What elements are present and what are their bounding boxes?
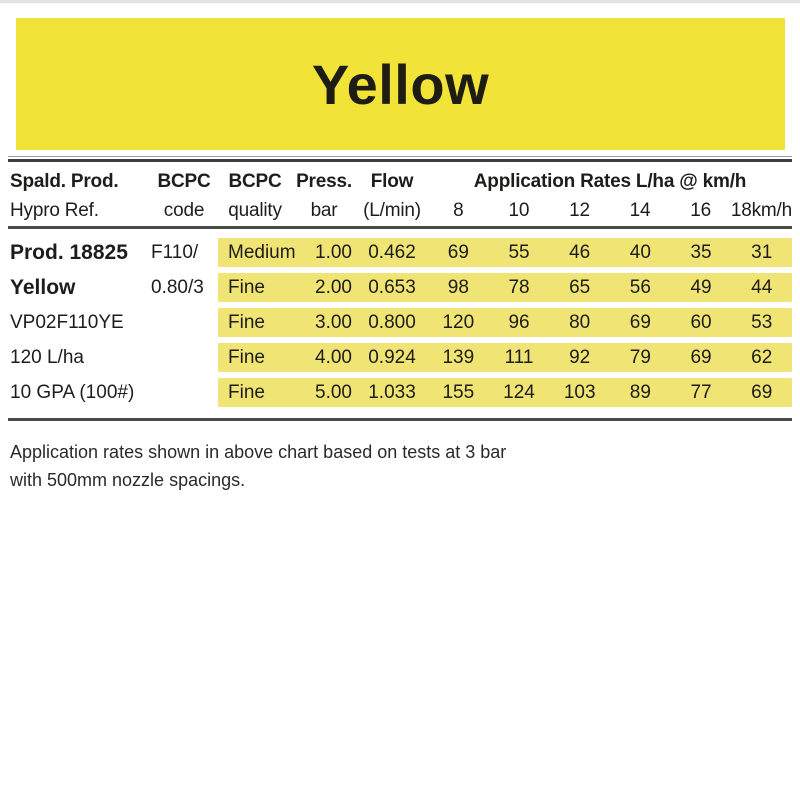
rate-cell: 69 — [447, 242, 469, 263]
rate-cell: 55 — [508, 242, 530, 263]
rate-cell: 53 — [751, 312, 773, 333]
bcpc-code-cell — [150, 343, 218, 372]
pressure-cell: 2.00 — [315, 277, 352, 298]
footnote-line-2: with 500mm nozzle spacings. — [10, 470, 246, 490]
rate-cell: 78 — [508, 277, 530, 298]
row-highlight-band — [218, 378, 792, 407]
header-bcpc-code-line1: BCPC — [157, 170, 211, 192]
pressure-cell: 1.00 — [315, 242, 352, 263]
bcpc-code-cell — [150, 308, 218, 337]
flow-cell: 1.033 — [368, 382, 416, 403]
header-application-rates: Application Rates L/ha @ km/h — [473, 170, 747, 192]
header-speed-8: 8 — [453, 199, 464, 221]
footnote-line-1: Application rates shown in above chart based on tests at 3 bar — [10, 442, 507, 462]
row-label: 120 L/ha — [10, 347, 84, 368]
rate-cell: 60 — [690, 312, 712, 333]
rate-cell: 77 — [690, 382, 712, 403]
header-speed-12: 12 — [569, 199, 590, 221]
rate-cell: 69 — [629, 312, 651, 333]
rate-cell: 49 — [690, 277, 712, 298]
rate-cell: 155 — [442, 382, 475, 403]
table-row — [8, 343, 792, 372]
header-bcpc-quality-line1: BCPC — [228, 170, 282, 192]
footnote — [10, 438, 780, 494]
table-row — [8, 378, 792, 407]
quality-cell: Fine — [228, 312, 265, 333]
quality-cell: Fine — [228, 382, 265, 403]
rate-cell: 124 — [503, 382, 535, 403]
rate-cell: 139 — [442, 347, 475, 368]
row-highlight-band — [218, 308, 792, 337]
rate-cell: 120 — [442, 312, 475, 333]
rate-cell: 98 — [447, 277, 469, 298]
row-label: 10 GPA (100#) — [10, 382, 135, 403]
table-body — [8, 238, 792, 413]
table-row — [8, 308, 792, 337]
header-product-line1: Spald. Prod. — [10, 170, 119, 192]
header-bcpc-code-line2: code — [163, 199, 205, 221]
flow-cell: 0.462 — [368, 242, 416, 263]
quality-cell: Fine — [228, 347, 265, 368]
rate-cell: 56 — [629, 277, 651, 298]
pressure-cell: 3.00 — [315, 312, 352, 333]
rate-cell: 103 — [563, 382, 596, 403]
scan-edge-artifact — [0, 0, 800, 3]
bcpc-code-cell: F110/ — [151, 242, 199, 263]
color-banner — [16, 18, 785, 150]
flow-cell: 0.800 — [368, 312, 416, 333]
row-highlight-band — [218, 238, 792, 267]
header-pressure-line1: Press. — [296, 170, 352, 192]
rate-cell: 79 — [629, 347, 651, 368]
rate-cell: 111 — [504, 347, 534, 368]
header-speed-10: 10 — [508, 199, 530, 221]
header-speed-18: 18km/h — [730, 199, 792, 221]
header-pressure-line2: bar — [310, 199, 338, 221]
row-highlight-band — [218, 273, 792, 302]
row-label: Yellow — [10, 276, 76, 299]
quality-cell: Medium — [228, 242, 296, 263]
rate-cell: 31 — [751, 242, 773, 263]
header-speed-14: 14 — [629, 199, 651, 221]
header-speed-16: 16 — [690, 199, 711, 221]
divider-top-thick — [8, 159, 792, 162]
row-label: Prod. 18825 — [10, 241, 128, 264]
header-bcpc-quality-line2: quality — [228, 199, 282, 221]
quality-cell: Fine — [228, 277, 265, 298]
bcpc-code-cell: 0.80/3 — [151, 277, 204, 298]
table-header — [8, 167, 792, 225]
row-label: VP02F110YE — [10, 312, 124, 333]
flow-cell: 0.653 — [368, 277, 416, 298]
table-row — [8, 238, 792, 267]
divider-top-thin — [8, 156, 792, 157]
table-row — [8, 273, 792, 302]
rate-cell: 65 — [569, 277, 591, 298]
header-flow-line1: Flow — [370, 170, 414, 192]
row-highlight-band — [218, 343, 792, 372]
pressure-cell: 5.00 — [315, 382, 352, 403]
pressure-cell: 4.00 — [315, 347, 352, 368]
rate-cell: 92 — [569, 347, 591, 368]
page-title: Yellow — [311, 52, 490, 116]
rate-cell: 44 — [751, 277, 773, 298]
divider-table-bottom — [8, 418, 792, 421]
rate-cell: 69 — [690, 347, 712, 368]
rate-cell: 69 — [751, 382, 773, 403]
rate-cell: 40 — [629, 242, 651, 263]
flow-cell: 0.924 — [368, 347, 416, 368]
divider-header-bottom — [8, 226, 792, 229]
rate-cell: 35 — [690, 242, 712, 263]
rate-cell: 80 — [569, 312, 591, 333]
header-flow-line2: (L/min) — [363, 199, 421, 221]
rate-cell: 62 — [751, 347, 773, 368]
header-product-line2: Hypro Ref. — [10, 199, 99, 221]
rate-cell: 96 — [508, 312, 530, 333]
bcpc-code-cell — [150, 378, 218, 407]
rate-cell: 89 — [629, 382, 651, 403]
rate-cell: 46 — [569, 242, 591, 263]
